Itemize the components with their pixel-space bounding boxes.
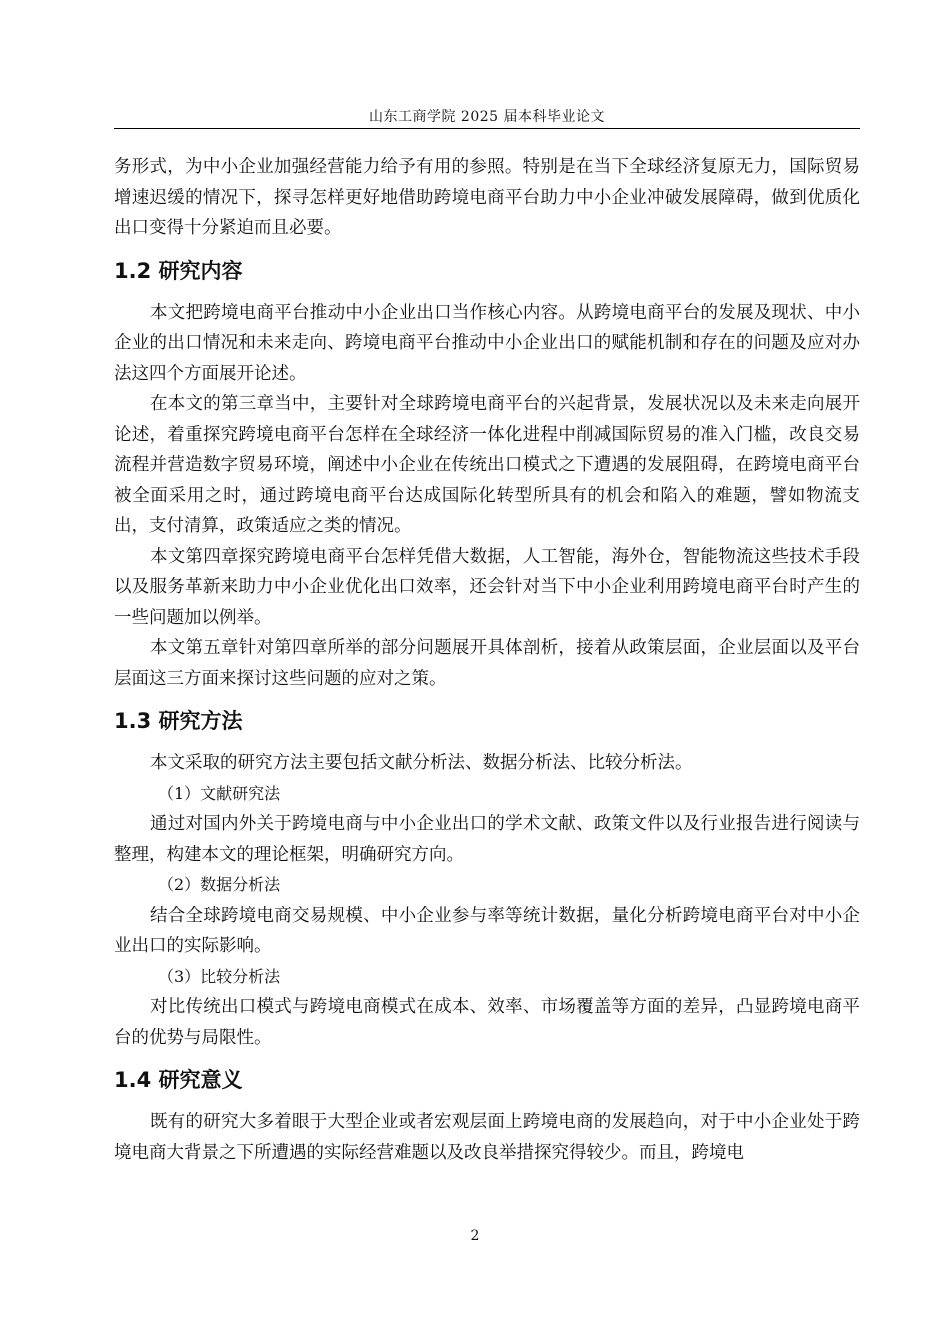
paragraph: 本文第四章探究跨境电商平台怎样凭借大数据，人工智能，海外仓，智能物流这些技术手段以及服务革新来助力中小企业优化出口效率，还会针对当下中小企业利用跨境电商平台时产生的一些问题加以例举。 (114, 546, 860, 628)
paragraph: 在本文的第三章当中，主要针对全球跨境电商平台的兴起背景，发展状况以及未来走向展开论述，着重探究跨境电商平台怎样在全球经济一体化进程中削减国际贸易的准入门槛，改良交易流程并营造数字贸易环境，阐述中小企业在传统出口模式之下遭遇的发展阻碍，在跨境电商平台被全面采用之时，通过跨境电商平台达成国际化转型所具有的机会和陷入的难题，譬如物流支出，支付清算，政策适应之类的情况。 (114, 394, 860, 536)
page-header: 山东工商学院 2025 届本科毕业论文 (368, 109, 606, 125)
method-text-literature: 通过对国内外关于跨境电商与中小企业出口的学术文献、政策文件以及行业报告进行阅读与整理，构建本文的理论框架，明确研究方向。 (114, 814, 860, 865)
method-label-literature: （1）文献研究法 (158, 783, 281, 803)
paragraph: 本文把跨境电商平台推动中小企业出口当作核心内容。从跨境电商平台的发展及现状、中小企业的出口情况和未来走向、跨境电商平台推动中小企业出口的赋能机制和存在的问题及应对办法这四个方面展开论述。 (114, 302, 860, 384)
method-label-comparative: （3）比较分析法 (158, 966, 281, 986)
page-content (114, 152, 860, 1168)
method-text-comparative: 对比传统出口模式与跨境电商模式在成本、效率、市场覆盖等方面的差异，凸显跨境电商平台的优势与局限性。 (114, 997, 860, 1048)
page-number: 2 (470, 1228, 480, 1244)
method-label-data-analysis: （2）数据分析法 (158, 875, 281, 894)
significance-paragraph: 既有的研究大多着眼于大型企业或者宏观层面上跨境电商的发展趋向，对于中小企业处于跨境电商大背景之下所遭遇的实际经营难题以及改良举措探究得较少。而且，跨境电 (114, 1112, 860, 1163)
section-heading-research-methods: 1.3 研究方法 (114, 709, 243, 733)
paragraph: 本文第五章针对第四章所举的部分问题展开具体剖析，接着从政策层面，企业层面以及平台层面这三方面来探讨这些问题的应对之策。 (114, 638, 860, 689)
section-heading-research-content: 1.2 研究内容 (114, 258, 243, 283)
header-rule (114, 128, 860, 129)
methods-intro: 本文采取的研究方法主要包括文献分析法、数据分析法、比较分析法。 (150, 753, 693, 773)
intro-paragraph: 务形式，为中小企业加强经营能力给予有用的参照。特别是在当下全球经济复原无力，国际贸易增速迟缓的情况下，探寻怎样更好地借助跨境电商平台助力中小企业冲破发展障碍，做到优质化出口变得十分紧迫而且必要。 (114, 157, 860, 238)
section-heading-research-significance: 1.4 研究意义 (114, 1068, 243, 1092)
method-text-data-analysis: 结合全球跨境电商交易规模、中小企业参与率等统计数据，量化分析跨境电商平台对中小企业出口的实际影响。 (114, 905, 860, 956)
